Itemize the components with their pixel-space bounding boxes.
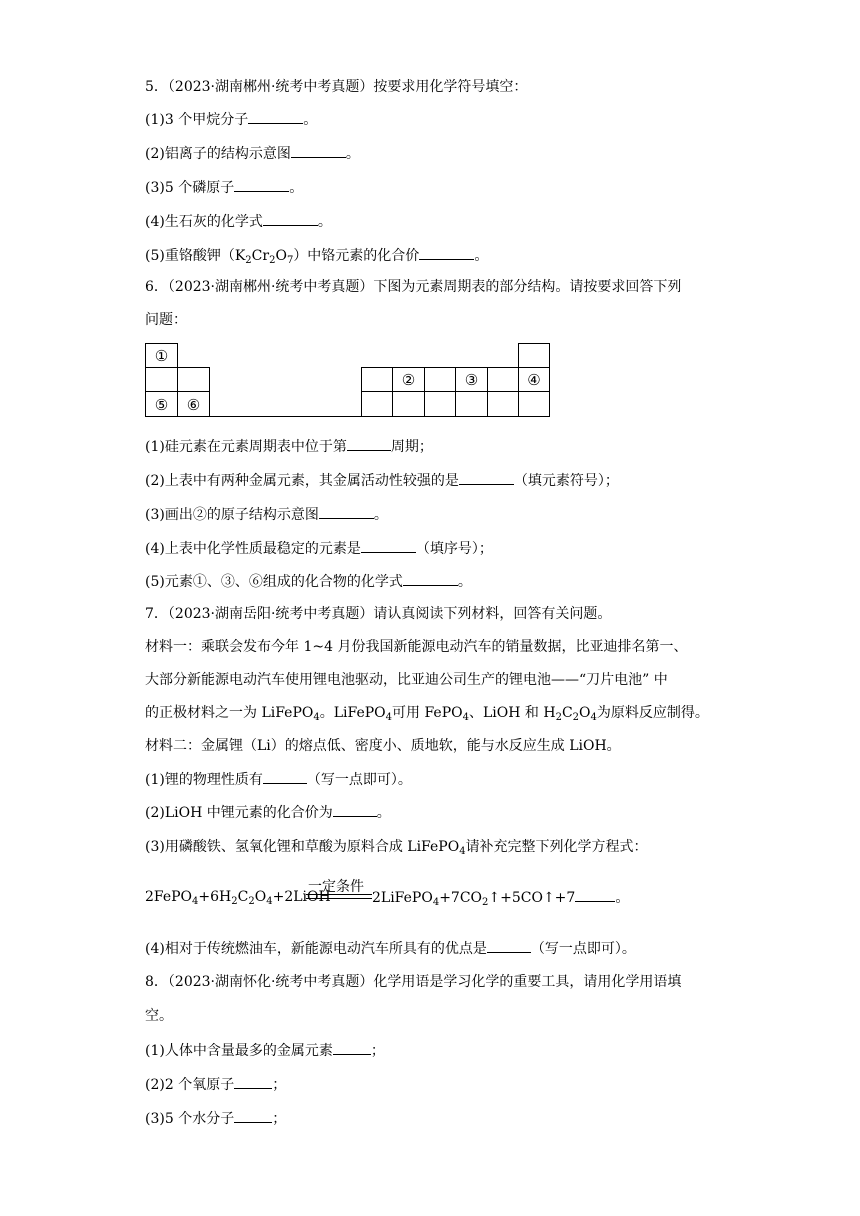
q8-item-3-text: (3)5 个水分子 [145,1111,235,1127]
q7-material-text: O [579,705,591,721]
pt-cell [425,368,456,392]
q5-item-2-text: (2)铝离子的结构示意图 [145,146,291,162]
pt-cell [362,368,393,392]
q6-item-3 [145,504,388,525]
q6-item-2-text: (2)上表中有两种金属元素，其金属活动性较强的是 [145,473,459,489]
q7-material-1-line-2 [145,670,668,690]
q7-item-4 [145,938,636,959]
q5-item-3-end: 。 [289,180,304,196]
subscript: 4 [432,897,440,908]
subscript: 2 [269,255,276,266]
eq-part: 2LiFePO [372,890,433,906]
q8-item-1 [145,1040,385,1061]
q6-item-2-end: （填元素符号）； [513,473,619,489]
q7-item-2-end: 。 [376,805,391,821]
pt-cell [519,344,550,368]
subscript: 7 [286,255,294,266]
q6-item-3-end: 。 [373,507,388,523]
q7-item-3-end: 请补充完整下列化学方程式： [465,839,648,855]
pt-cell [425,392,456,417]
answer-blank[interactable] [234,1074,272,1089]
q5-item-5-text-cont: ）中铬元素的化合价 [293,248,420,264]
answer-blank[interactable] [403,571,458,586]
q5-heading-text: 5．（2023·湖南郴州·统考中考真题）按要求用化学符号填空： [145,79,528,95]
pt-label-1: ① [154,347,169,365]
q6-heading-text-2: 问题： [145,312,187,328]
eq-part: 。 [615,890,630,906]
q5-item-4-text: (4)生石灰的化学式 [145,214,263,230]
pt-cell [519,392,550,417]
chemical-equation-left [145,887,331,907]
q5-item-5-text: (5)重铬酸钾（K [145,248,246,264]
pt-label-2: ② [401,371,416,389]
subscript: 2 [482,897,489,908]
subscript: 4 [313,712,320,723]
formula-part: Cr [251,248,270,264]
subscript: 2 [245,255,252,266]
q8-item-2-end: ； [272,1077,287,1093]
q7-material-text: 。LiFePO [319,705,386,721]
answer-blank[interactable] [459,470,514,485]
eq-part: +7CO [439,890,483,906]
q5-item-4-end: 。 [317,214,332,230]
subscript: 2 [231,896,238,907]
q7-material-2 [145,736,621,756]
q6-item-1-text: (1)硅元素在元素周期表中位于第 [145,439,347,455]
q6-item-5 [145,571,472,592]
q8-heading-text: 8．（2023·湖南怀化·统考中考真题）化学用语是学习化学的重要工具，请用化学用语填 [145,974,682,990]
q8-heading [145,972,681,992]
pt-cell [178,368,210,392]
subscript: 4 [266,896,273,907]
chemical-equation-right [372,887,629,908]
q7-item-2 [145,802,391,823]
pt-cell [488,392,519,417]
q8-item-1-end: ； [370,1043,385,1059]
pt-label-6: ⑥ [186,396,201,414]
q6-item-4-text: (4)上表中化学性质最稳定的元素是 [145,541,361,557]
reaction-condition: 一定条件 [308,879,364,895]
formula-part: O [275,248,287,264]
q7-item-3 [145,837,648,857]
q7-material-1-line-1 [145,637,687,657]
q5-item-1-end: 。 [303,112,318,128]
q8-heading-cont [145,1006,173,1026]
q7-item-1-text: (1)锂的物理性质有 [145,772,263,788]
pt-label-4: ④ [527,371,541,389]
eq-part: 2FePO [145,889,193,905]
q6-item-1 [145,436,433,457]
eq-part: ↑+5CO↑+7 [488,890,576,906]
q8-item-2 [145,1074,286,1095]
q8-item-2-text: (2)2 个氧原子 [145,1077,235,1093]
pt-label-5: ⑤ [154,396,169,414]
pt-cell [393,392,425,417]
q7-material-text: 材料二：金属锂（Li）的熔点低、密度小、质地软，能与水反应生成 LiOH。 [145,738,621,754]
q6-heading-text: 6．（2023·湖南郴州·统考中考真题）下图为元素周期表的部分结构。请按要求回答下列 [145,279,682,295]
eq-part: +2LiOH [272,889,331,905]
q7-item-1 [145,769,412,790]
q7-material-text: 大部分新能源电动汽车使用锂电池驱动，比亚迪公司生产的锂电池——“刀片电池” 中 [145,672,668,688]
answer-blank[interactable] [333,802,377,817]
q7-material-text: C [561,705,573,721]
q5-item-5-end: 。 [474,248,489,264]
answer-blank[interactable] [487,938,531,953]
answer-blank[interactable] [319,504,374,519]
answer-blank[interactable] [361,538,416,553]
answer-blank[interactable] [234,1108,272,1123]
subscript: 4 [459,846,466,857]
q7-item-3-text: (3)用磷酸铁、氢氧化锂和草酸为原料合成 LiFePO [145,839,460,855]
q7-heading [145,604,611,624]
answer-blank[interactable] [333,1040,371,1055]
q5-item-2-end: 。 [345,146,360,162]
eq-part: O [254,889,267,905]
q7-material-text: 的正极材料之一为 LiFePO [145,705,314,721]
q7-material-text: 、LiOH 和 H [468,705,556,721]
q6-item-4-end: （填序号）； [415,541,493,557]
answer-blank[interactable] [347,436,391,451]
eq-part: C [237,889,249,905]
q7-item-2-text: (2)LiOH 中锂元素的化合价为 [145,805,333,821]
q7-item-4-end: （写一点即可）。 [530,941,636,957]
q8-item-3-end: ； [272,1111,287,1127]
q7-material-text: 为原料反应制得。 [596,705,709,721]
eq-part: +6H [198,889,232,905]
pt-label-3: ③ [464,371,479,389]
pt-cell [456,392,488,417]
periodic-table-fragment [0,0,860,430]
subscript: 2 [572,712,580,723]
q6-item-5-text: (5)元素①、③、⑥组成的化合物的化学式 [145,574,403,590]
subscript: 2 [555,712,562,723]
subscript: 4 [385,712,393,723]
q7-material-text: 可用 FePO [392,705,463,721]
answer-blank[interactable] [575,887,615,902]
q8-heading-text-2: 空。 [145,1008,173,1024]
q6-item-3-text: (3)画出②的原子结构示意图 [145,507,319,523]
q6-item-4 [145,538,493,559]
q8-item-3 [145,1108,286,1129]
q6-item-1-end: 周期； [390,439,433,455]
subscript: 4 [462,712,469,723]
q7-item-1-end: （写一点即可）。 [306,772,412,788]
q5-item-1-text: (1)3 个甲烷分子 [145,112,249,128]
pt-cell [362,392,393,417]
q7-material-text: 材料一：乘联会发布今年 1~4 月份我国新能源电动汽车的销量数据，比亚迪排名第一、 [145,639,688,655]
q7-heading-text: 7．（2023·湖南岳阳·统考中考真题）请认真阅读下列材料，回答有关问题。 [145,606,612,622]
subscript: 4 [590,712,597,723]
q7-material-1-line-3 [145,703,709,723]
q8-item-1-text: (1)人体中含量最多的金属元素 [145,1043,333,1059]
pt-cell [488,368,519,392]
q7-item-4-text: (4)相对于传统燃油车，新能源电动汽车所具有的优点是 [145,941,487,957]
answer-blank[interactable] [263,769,307,784]
q6-item-5-end: 。 [457,574,472,590]
q6-item-2 [145,470,619,491]
pt-cell [146,368,178,392]
subscript: 2 [248,896,255,907]
q5-item-3-text: (3)5 个磷原子 [145,180,235,196]
subscript: 4 [192,896,199,907]
